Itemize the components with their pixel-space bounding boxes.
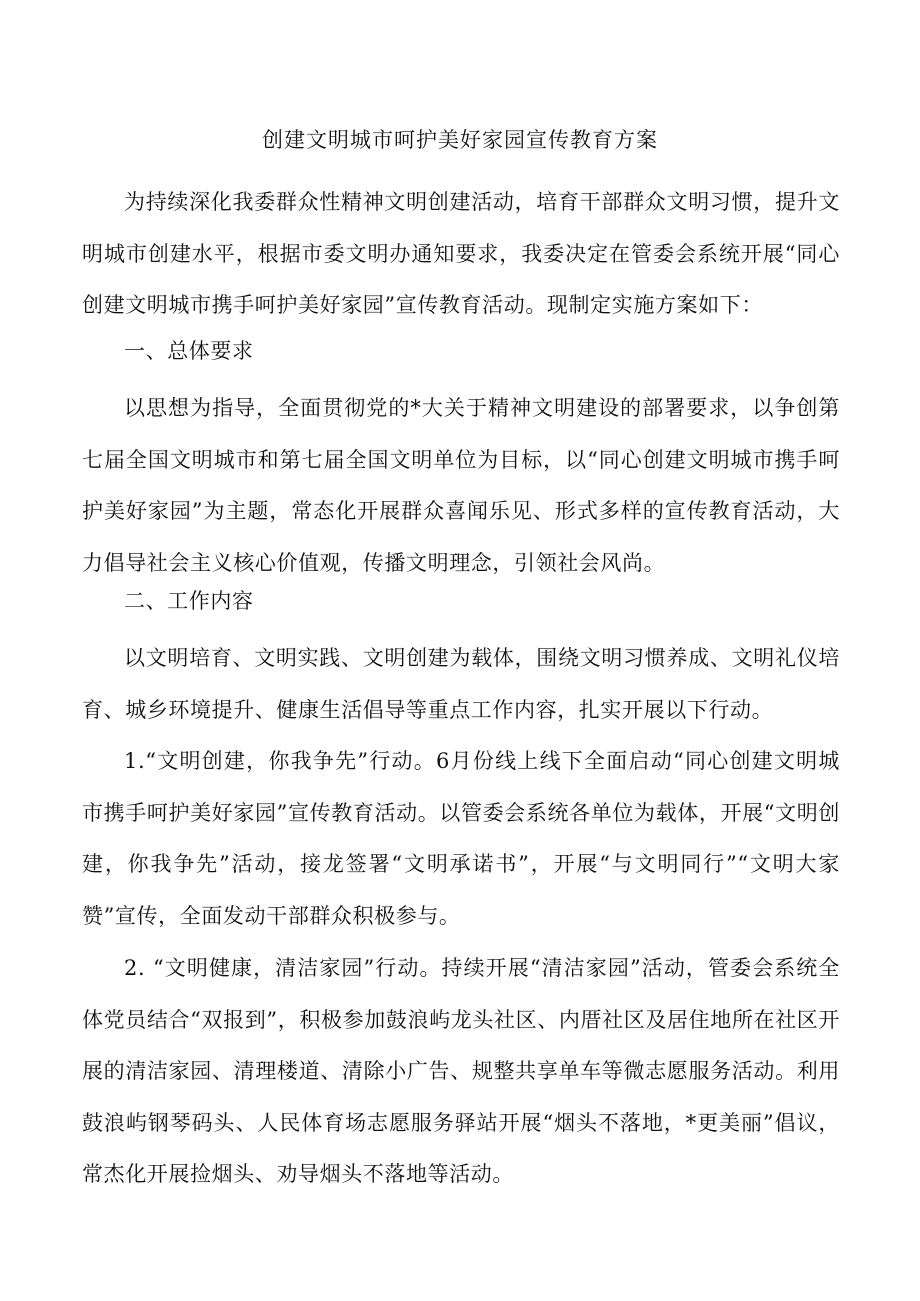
action-item-2: 2. “文明健康，清洁家园”行动。持续开展“清洁家园”活动，管委会系统全体党员结合“双报到”，积极参加鼓浪屿龙头社区、内厝社区及居住地所在社区开展的清洁家园、清理楼道、清除小广告、规整共享单车等微志愿服务活动。利用鼓浪屿钢琴码头、人民体育场志愿服务驿站开展“烟头不落地，*更美丽”倡议，常杰化开展捡烟头、劝导烟头不落地等活动。 xyxy=(82,956,840,1186)
document-title: 创建文明城市呵护美好家园宣传教育方案 xyxy=(262,128,658,152)
intro-paragraph: 为持续深化我委群众性精神文明创建活动，培育干部群众文明习惯，提升文明城市创建水平，根据市委文明办通知要求，我委决定在管委会系统开展“同心创建文明城市携手呵护美好家园”宣传教育活动。现制定实施方案如下： xyxy=(82,190,840,317)
general-requirements-paragraph: 以思想为指导，全面贯彻党的*大关于精神文明建设的部署要求，以争创第七届全国文明城市和第七届全国文明单位为目标，以“同心创建文明城市携手呵护美好家园”为主题，常态化开展群众喜闻乐见、形式多样的宣传教育活动，大力倡导社会主义核心价值观，传播文明理念，引领社会风尚。 xyxy=(82,396,840,575)
section-heading-general-requirements: 一、总体要求 xyxy=(124,339,254,363)
section-heading-work-content: 二、工作内容 xyxy=(124,589,254,613)
work-content-paragraph: 以文明培育、文明实践、文明创建为载体，围绕文明习惯养成、文明礼仪培育、城乡环境提升、健康生活倡导等重点工作内容，扎实开展以下行动。 xyxy=(82,646,840,722)
action-item-1: 1.“文明创建，你我争先”行动。6月份线上线下全面启动“同心创建文明城市携手呵护美好家园”宣传教育活动。以管委会系统各单位为载体，开展“文明创建，你我争先”活动，接龙签署“文明承诺书”，开展“与文明同行”“文明大家赞”宣传，全面发动干部群众积极参与。 xyxy=(82,749,840,928)
